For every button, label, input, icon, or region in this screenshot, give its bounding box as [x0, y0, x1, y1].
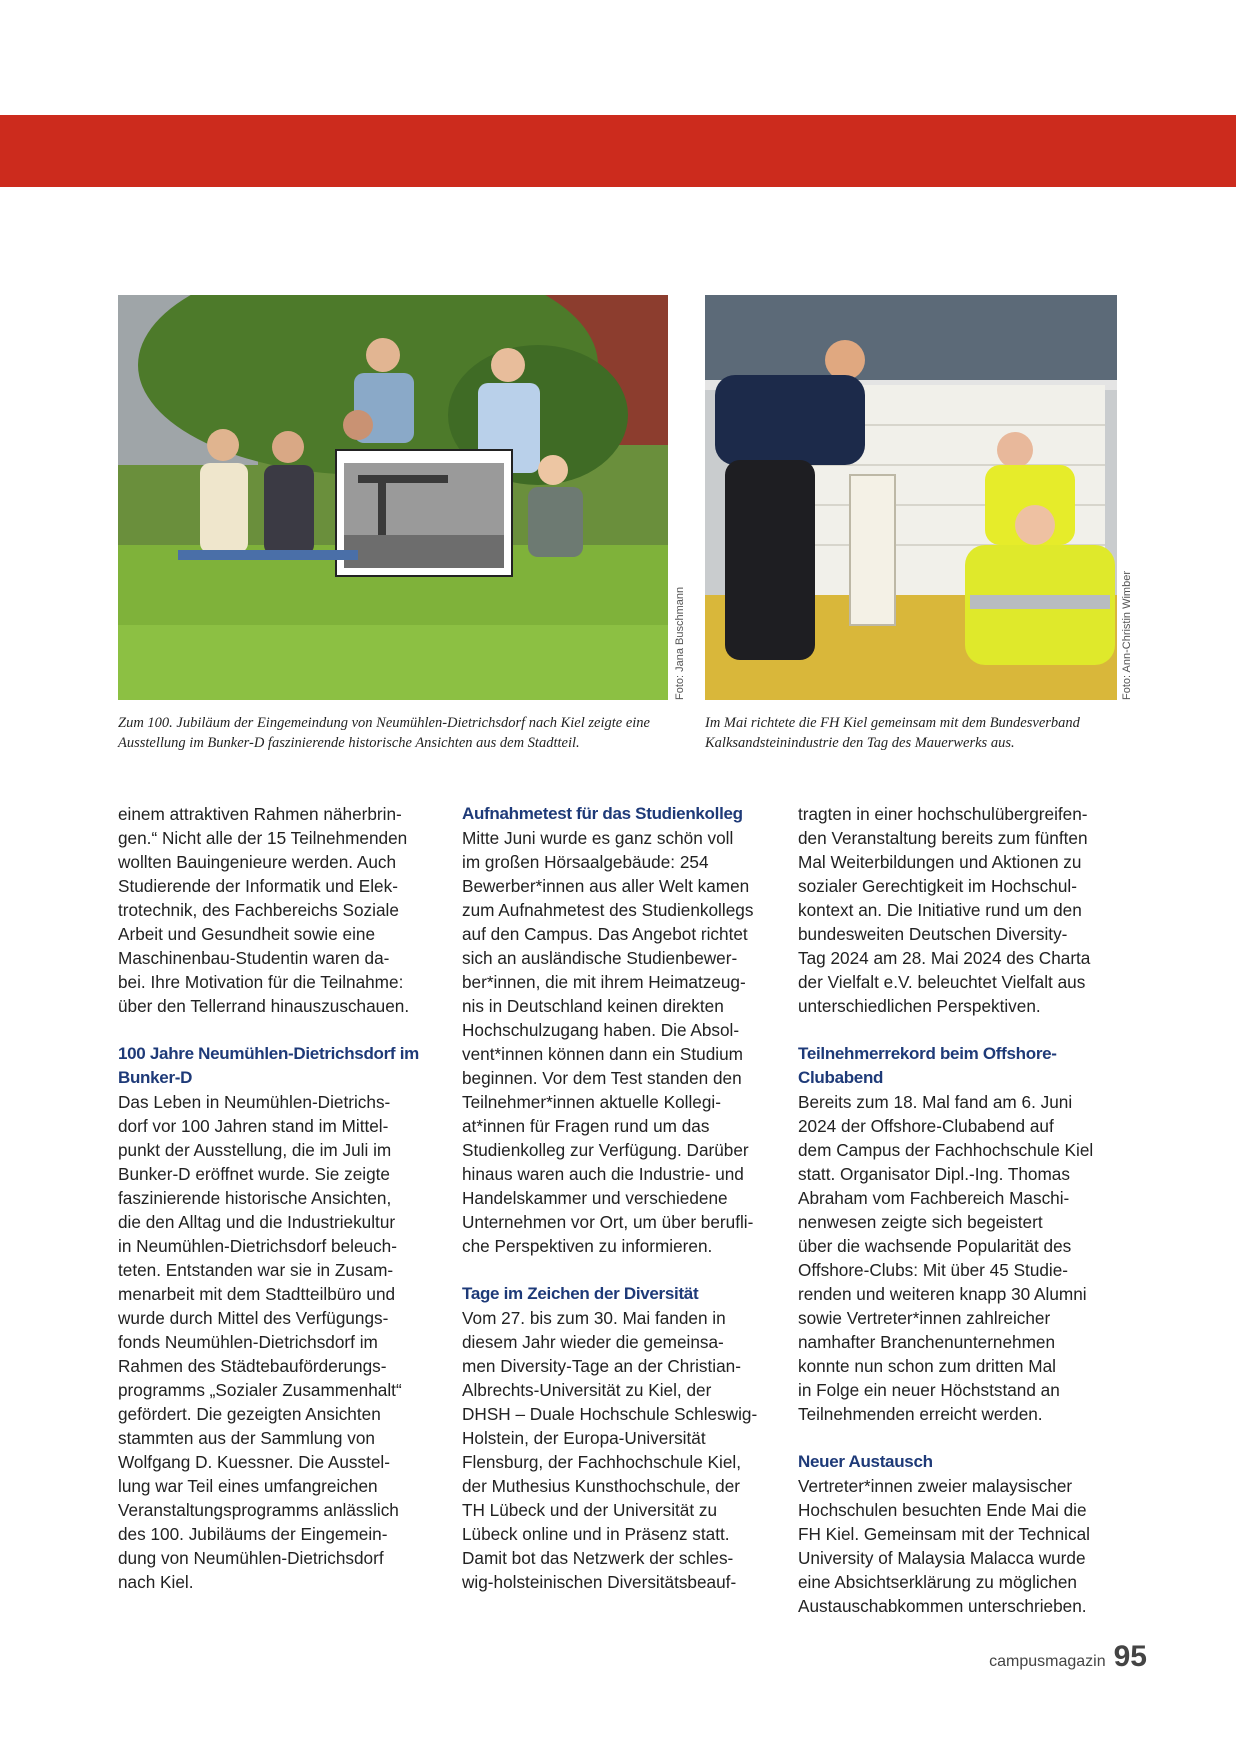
section-heading: Neuer Austausch: [798, 1452, 933, 1471]
body-paragraph: Mitte Juni wurde es ganz schön voll im großen Hörsaalgebäude: 254 Bewerber*innen aus aller Welt kamen zum Aufnahmetest des Studienkollegs auf den Campus. Das Angebot richtet sich an ausländische Studienbewer- ber*innen, die mit ihrem Heimatzeug- nis in Deutschland keinen direkten Hochschulzugang haben. Die Absol- vent*innen können dann ein Studium beginnen. Vor dem Test standen den Teilnehmer*innen aktuelle Kollegi- at*innen für Fragen rund um das Studienkolleg zur Verfügung. Darüber hinaus waren auch die Industrie- und Handelskammer und verschiedene Unternehmen vor Ort, um über berufli- che Perspektiven zu informieren.: [462, 828, 754, 1256]
section-heading: Tage im Zeichen der Diversität: [462, 1284, 699, 1303]
body-paragraph: tragten in einer hochschulübergreifen- den Veranstaltung bereits zum fünften Mal Weiterbildungen und Aktionen zu sozialer Gerechtigkeit im Hochschul- kontext an. Die Initiative rund um den bundesweiten Deutschen Diversity- Tag 2024 am 28. Mai 2024 des Charta der Vielfalt e.V. beleuchtet Vielfalt aus unterschiedlichen Perspektiven.: [798, 804, 1091, 1016]
text-column: [118, 802, 446, 1594]
text-column: [462, 802, 790, 1594]
photo-group-exhibition: [118, 295, 668, 700]
header-band: [0, 115, 1236, 187]
text-column: [798, 802, 1126, 1618]
photo-masonry-day: [705, 295, 1117, 700]
body-paragraph: Vertreter*innen zweier malaysischer Hochschulen besuchten Ende Mai die FH Kiel. Gemeinsam mit der Technical University of Malaysia Malacca wurde eine Absichtserklärung zu möglichen Austauschabkommen unterschrieben.: [798, 1476, 1090, 1616]
photo-caption: Im Mai richtete die FH Kiel gemeinsam mit dem Bundesverband Kalksandsteinindustrie den Tag des Mauerwerks aus.: [705, 715, 1080, 751]
photo-credit: Foto: Ann-Christin Wimber: [1121, 571, 1133, 700]
section-heading: Teilnehmerrekord beim Offshore-Clubabend: [798, 1044, 1057, 1087]
photo-caption: Zum 100. Jubiläum der Eingemeindung von Neumühlen-Dietrichsdorf nach Kiel zeigte eine Ausstellung im Bunker-D faszinierende historische Ansichten aus dem Stadtteil.: [118, 715, 650, 751]
page-footer: [989, 1640, 1147, 1674]
section-heading: 100 Jahre Neumühlen-Dietrichsdorf im Bunker-D: [118, 1044, 419, 1087]
magazine-name: campusmagazin: [989, 1653, 1106, 1670]
body-paragraph: Das Leben in Neumühlen-Dietrichs- dorf vor 100 Jahren stand im Mittel- punkt der Ausstellung, die im Juli im Bunker-D eröffnet wurde. Sie zeigte faszinierende historische Ansichten, die den Alltag und die Industriekultur in Neumühlen-Dietrichsdorf beleuch- teten. Entstanden war sie in Zusam- menarbeit mit dem Stadtteilbüro und wurde durch Mittel des Verfügungs- fonds Neumühlen-Dietrichsdorf im Rahmen des Städtebauförderungs- programms „Sozialer Zusammenhalt“ gefördert. Die gezeigten Ansichten stammten aus der Sammlung von Wolfgang D. Kuessner. Die Ausstel- lung war Teil eines umfangreichen Veranstaltungsprogramms anlässlich des 100. Jubiläums der Eingemein- dung von Neumühlen-Dietrichsdorf nach Kiel.: [118, 1092, 402, 1592]
photo-credit: Foto: Jana Buschmann: [674, 586, 686, 700]
page-number: 95: [1113, 1640, 1147, 1673]
body-paragraph: einem attraktiven Rahmen näherbrin- gen.“ Nicht alle der 15 Teilnehmenden wollten Bauingenieure werden. Auch Studierende der Informatik und Elek- trotechnik, des Fachbereichs Soziale Arbeit und Gesundheit sowie eine Maschinenbau-Studentin waren da- bei. Ihre Motivation für die Teilnahme: über den Tellerrand hinauszuschauen.: [118, 804, 410, 1016]
body-paragraph: Bereits zum 18. Mal fand am 6. Juni 2024 der Offshore-Clubabend auf dem Campus der Fachhochschule Kiel statt. Organisator Dipl.-Ing. Thomas Abraham vom Fachbereich Maschi- nenwesen zeigte sich begeistert über die wachsende Popularität des Offshore-Clubs: Mit über 45 Studie- renden und weiteren knapp 30 Alumni sowie Vertreter*innen zahlreicher namhafter Branchenunternehmen konnte nun schon zum dritten Mal in Folge ein neuer Höchststand an Teilnehmenden erreicht werden.: [798, 1092, 1094, 1424]
section-heading: Aufnahmetest für das Studienkolleg: [462, 804, 743, 823]
body-paragraph: Vom 27. bis zum 30. Mai fanden in diesem Jahr wieder die gemeinsa- men Diversity-Tage an der Christian- Albrechts-Universität zu Kiel, der DHSH – Duale Hochschule Schleswig- Holstein, der Europa-Universität Flensburg, der Fachhochschule Kiel, der Muthesius Kunsthochschule, der TH Lübeck und der Universität zu Lübeck online und in Präsenz statt. Damit bot das Netzwerk der schles- wig-holsteinischen Diversitätsbeauf-: [462, 1308, 758, 1592]
